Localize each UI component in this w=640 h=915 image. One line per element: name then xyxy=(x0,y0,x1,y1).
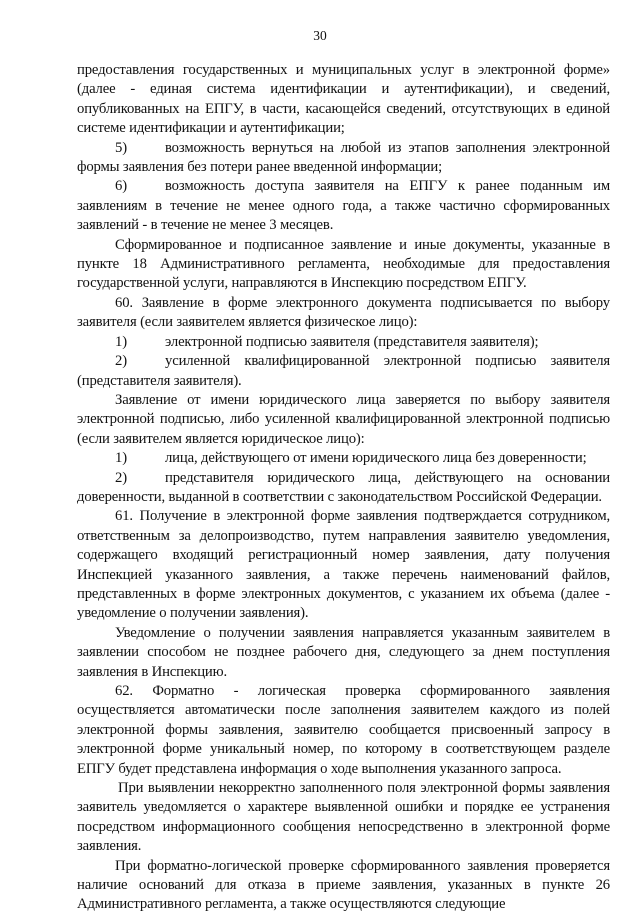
paragraph-legal-entity: Заявление от имени юридического лица заверяется по выбору заявителя электронной подписью, либо усиленной квалифицированной электронной подписью (если заявителем является юридическое лицо): xyxy=(77,391,610,447)
paragraph-errors: При выявлении некорректно заполненного поля электронной формы заявления заявитель уведомляется о характере выявленной ошибки и порядке ее устранения посредством информационного сообщения непосредственно в электронной форме заявления. xyxy=(77,780,610,855)
list-number: 2) xyxy=(115,469,127,486)
paragraph-60: 60. Заявление в форме электронного документа подписывается по выбору заявителя (если заявителем является физическое лицо): xyxy=(77,294,610,331)
list-number: 1) xyxy=(115,333,127,350)
paragraph-format-check: При форматно-логической проверке сформированного заявления проверяется наличие оснований для отказа в приеме заявления, указанных в пункте 26 Административного регламента, а также осуществляются следующие xyxy=(77,857,610,913)
list-item-text: электронной подписью заявителя (представителя заявителя); xyxy=(165,333,539,350)
list-number: 5) xyxy=(115,139,127,156)
paragraph-submitted-documents: Сформированное и подписанное заявление и иные документы, указанные в пункте 18 Административного регламента, необходимые для предоставления государственной услуги, направляются в Инспекцию посредством ЕПГУ. xyxy=(77,236,610,292)
paragraph-61: 61. Получение в электронной форме заявления подтверждается сотрудником, ответственным за делопроизводство, путем направления заявителю уведомления, содержащего входящий регистрационный номер заявления, дату получения Инспекцией указанного заявления, а также перечень наименований файлов, представленных в форме электронных документов, с указанием их объема (далее - уведомление о получении заявления). xyxy=(77,508,610,622)
paragraph-notification: Уведомление о получении заявления направляется указанным заявителем в заявлении способом не позднее рабочего дня, следующего за днем поступления заявления в Инспекцию. xyxy=(77,624,610,680)
document-body xyxy=(77,61,610,915)
list-item-text: усиленной квалифицированной электронной подписью заявителя (представителя заявителя). xyxy=(77,353,610,389)
list-item-2-individual xyxy=(77,352,610,391)
list-item-6 xyxy=(77,177,610,235)
list-item-text: возможность доступа заявителя на ЕПГУ к ранее поданным им заявлениям в течение не менее одного года, а также частично сформированных заявлений - в течение не менее 3 месяцев. xyxy=(77,178,610,234)
paragraph-62: 62. Форматно - логическая проверка сформированного заявления осуществляется автоматически после заполнения заявителем каждого из полей электронной формы заявления, заявителю сообщается присвоенный запросу в электронной форме уникальный номер, по которому в соответствующем разделе ЕПГУ будет представлена информация о ходе выполнения указанного запроса. xyxy=(77,683,610,777)
list-item-2-legal xyxy=(77,469,610,508)
list-number: 2) xyxy=(115,353,127,370)
list-item-1-legal xyxy=(77,449,610,468)
list-item-text: лица, действующего от имени юридического лица без доверенности; xyxy=(165,450,587,467)
page-number: 30 xyxy=(313,28,327,43)
list-item-5 xyxy=(77,139,610,178)
list-number: 1) xyxy=(115,450,127,467)
list-item-1-individual xyxy=(77,333,610,352)
list-item-text: представителя юридического лица, действующего на основании доверенности, выданной в соответствии с законодательством Российской Федерации. xyxy=(77,469,610,505)
list-number: 6) xyxy=(115,178,127,195)
list-item-text: возможность вернуться на любой из этапов заполнения электронной формы заявления без потери ранее введенной информации; xyxy=(77,139,610,176)
paragraph-continuation: предоставления государственных и муниципальных услуг в электронной форме» (далее - единая система идентификации и аутентификации), и сведений, опубликованных на ЕПГУ, в части, касающейся сведений, отсутствующих в единой системе идентификации и аутентификации; xyxy=(77,62,610,137)
